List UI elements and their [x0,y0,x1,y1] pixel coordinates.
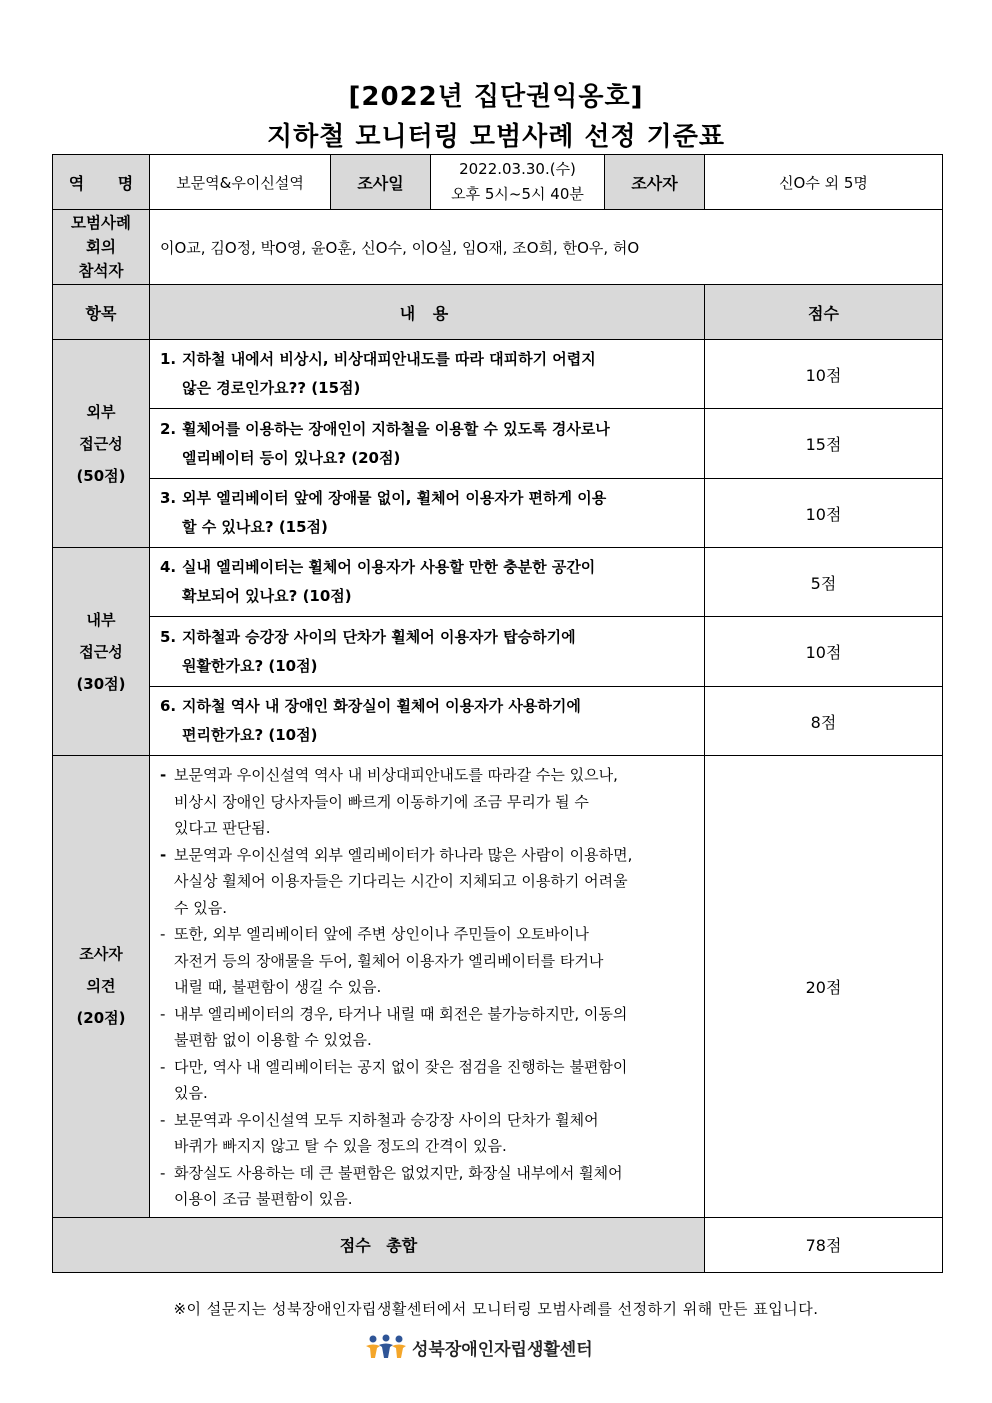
question-line2: 엘리베이터 등이 있나요? (20점) [182,448,401,467]
question-text [150,479,705,548]
total-row [53,1217,943,1272]
question-row [53,617,943,687]
list-item [160,1107,696,1160]
investigator-label: 조사자 [605,155,705,210]
question-text [150,687,705,756]
investigator-value: 신O수 외 5명 [705,155,943,210]
question-line2: 않은 경로인가요?? (15점) [182,379,361,397]
category-external [53,340,150,548]
opinion-list [150,756,705,1218]
question-line1: 실내 엘리베이터는 휠체어 이용자가 사용할 만한 충분한 공간이 [182,558,596,576]
org-logo [364,1334,593,1360]
document-title-line2: 지하철 모니터링 모범사례 선정 기준표 [266,122,726,152]
question-number: 4. [160,558,177,576]
question-line1: 휠체어를 이용하는 장애인이 지하철을 이용할 수 있도록 경사로나 [182,419,610,438]
category-line: (50점) [76,466,126,485]
opinion-line: 보문역과 우이신설역 모두 지하철과 승강장 사이의 단차가 휠체어 [174,1110,599,1129]
category-line: 접근성 [79,642,123,661]
category-line: 조사자 [79,945,123,964]
station-value: 보문역&우이신설역 [150,155,331,210]
question-line2: 편리한가요? (10점) [182,726,318,744]
question-row [53,687,943,756]
opinion-line: 사실상 휠체어 이용자들은 기다리는 시간이 지체되고 이용하기 어려울 [174,872,628,890]
question-number: 2. [160,419,177,438]
question-text [150,409,705,479]
opinion-line: 내부 엘리베이터의 경우, 타거나 내릴 때 회전은 불가능하지만, 이동의 [174,1004,628,1023]
list-item [160,1001,696,1054]
question-score: 10점 [705,617,943,687]
question-score: 15점 [705,409,943,479]
question-number: 3. [160,489,177,507]
opinion-line: 이용이 조금 불편함이 있음. [174,1190,353,1208]
station-label: 역 명 [53,155,150,210]
opinion-line: 보문역과 우이신설역 외부 엘리베이터가 하나라 많은 사람이 이용하면, [174,845,633,864]
question-row [53,340,943,409]
bullet-dash: - [160,845,167,864]
list-item [160,842,696,922]
attendees-label-line1: 모범사례 [71,214,131,232]
question-score: 10점 [705,340,943,409]
bullet-dash: - [160,1163,166,1182]
category-line: (20점) [76,1009,126,1028]
question-number: 1. [160,350,177,368]
bullet-dash: - [160,1110,166,1129]
date-line2: 오후 5시~5시 40분 [451,185,584,203]
question-row [53,479,943,548]
opinion-line: 비상시 장애인 당사자들이 빠르게 이동하기에 조금 무리가 될 수 [174,792,589,811]
category-opinion [53,756,150,1218]
opinion-line: 자전거 등의 장애물을 두어, 휠체어 이용자가 엘리베이터를 타거나 [174,951,604,970]
opinion-line: 있다고 판단됨. [174,819,271,837]
question-score: 8점 [705,687,943,756]
attendees-label-line2: 회의 [86,238,116,256]
question-text [150,340,705,409]
category-line: 내부 [86,610,116,629]
opinion-line: 바퀴가 빠지지 않고 탈 수 있을 정도의 간격이 있음. [174,1137,507,1155]
org-name: 성북장애인자립생활센터 [412,1339,593,1360]
table-header-row [53,285,943,340]
total-label: 점수 총합 [53,1217,705,1272]
bullet-dash: - [160,925,166,943]
date-line1: 2022.03.30.(수) [459,160,576,178]
question-line1: 지하철 내에서 비상시, 비상대피안내도를 따라 대피하기 어렵지 [182,350,596,368]
bullet-dash: - [160,1057,166,1076]
people-logo-icon [364,1334,408,1360]
total-score: 78점 [705,1217,943,1272]
opinion-line: 불편함 없이 이용할 수 있었음. [174,1031,372,1049]
attendees-label-line3: 참석자 [78,262,124,280]
question-row [53,548,943,617]
category-internal [53,548,150,756]
opinion-row [53,756,943,1218]
criteria-table [52,154,943,1273]
opinion-line: 화장실도 사용하는 데 큰 불편함은 없었지만, 화장실 내부에서 휠체어 [174,1163,623,1182]
category-line: 접근성 [79,434,123,453]
footer-note: ※이 설문지는 성북장애인자립생활센터에서 모니터링 모범사례를 선정하기 위해 만든 표입니다. [173,1300,819,1318]
bullet-dash: - [160,1004,166,1023]
question-number: 5. [160,627,177,646]
list-item [160,762,696,842]
opinion-line: 보문역과 우이신설역 역사 내 비상대피안내도를 따라갈 수는 있으나, [174,766,618,784]
list-item [160,921,696,1001]
header-content: 내 용 [150,285,705,340]
opinion-line: 수 있음. [174,898,228,917]
question-line2: 할 수 있나요? (15점) [182,518,328,536]
question-line1: 지하철과 승강장 사이의 단차가 휠체어 이용자가 탑승하기에 [182,627,576,646]
attendees-label [53,210,150,285]
info-row [53,155,943,210]
question-score: 10점 [705,479,943,548]
date-value [431,155,605,210]
document-title-line1: [2022년 집단권익옹호] [348,82,644,112]
opinion-line: 내릴 때, 불편함이 생길 수 있음. [174,978,382,996]
attendees-value: 이O교, 김O정, 박O영, 윤O훈, 신O수, 이O실, 임O재, 조O희, 한O우, 허O [150,210,943,285]
opinion-line: 있음. [174,1084,208,1102]
list-item [160,1054,696,1107]
question-line2: 원활한가요? (10점) [182,656,318,675]
question-line2: 확보되어 있나요? (10점) [182,587,352,605]
category-line: (30점) [76,674,126,693]
opinion-line: 또한, 외부 엘리베이터 앞에 주변 상인이나 주민들이 오토바이나 [174,925,589,943]
header-item: 항목 [53,285,150,340]
bullet-dash: - [160,766,167,784]
question-line1: 외부 엘리베이터 앞에 장애물 없이, 휠체어 이용자가 편하게 이용 [182,489,607,507]
attendees-row [53,210,943,285]
question-text [150,548,705,617]
question-text [150,617,705,687]
list-item [160,1160,696,1213]
date-label: 조사일 [331,155,431,210]
question-line1: 지하철 역사 내 장애인 화장실이 휠체어 이용자가 사용하기에 [182,697,581,715]
opinion-line: 다만, 역사 내 엘리베이터는 공지 없이 잦은 점검을 진행하는 불편함이 [174,1057,628,1076]
category-line: 의견 [86,977,116,996]
category-line: 외부 [86,402,116,421]
question-score: 5점 [705,548,943,617]
header-score: 점수 [705,285,943,340]
question-row [53,409,943,479]
opinion-score: 20점 [705,756,943,1218]
question-number: 6. [160,697,177,715]
